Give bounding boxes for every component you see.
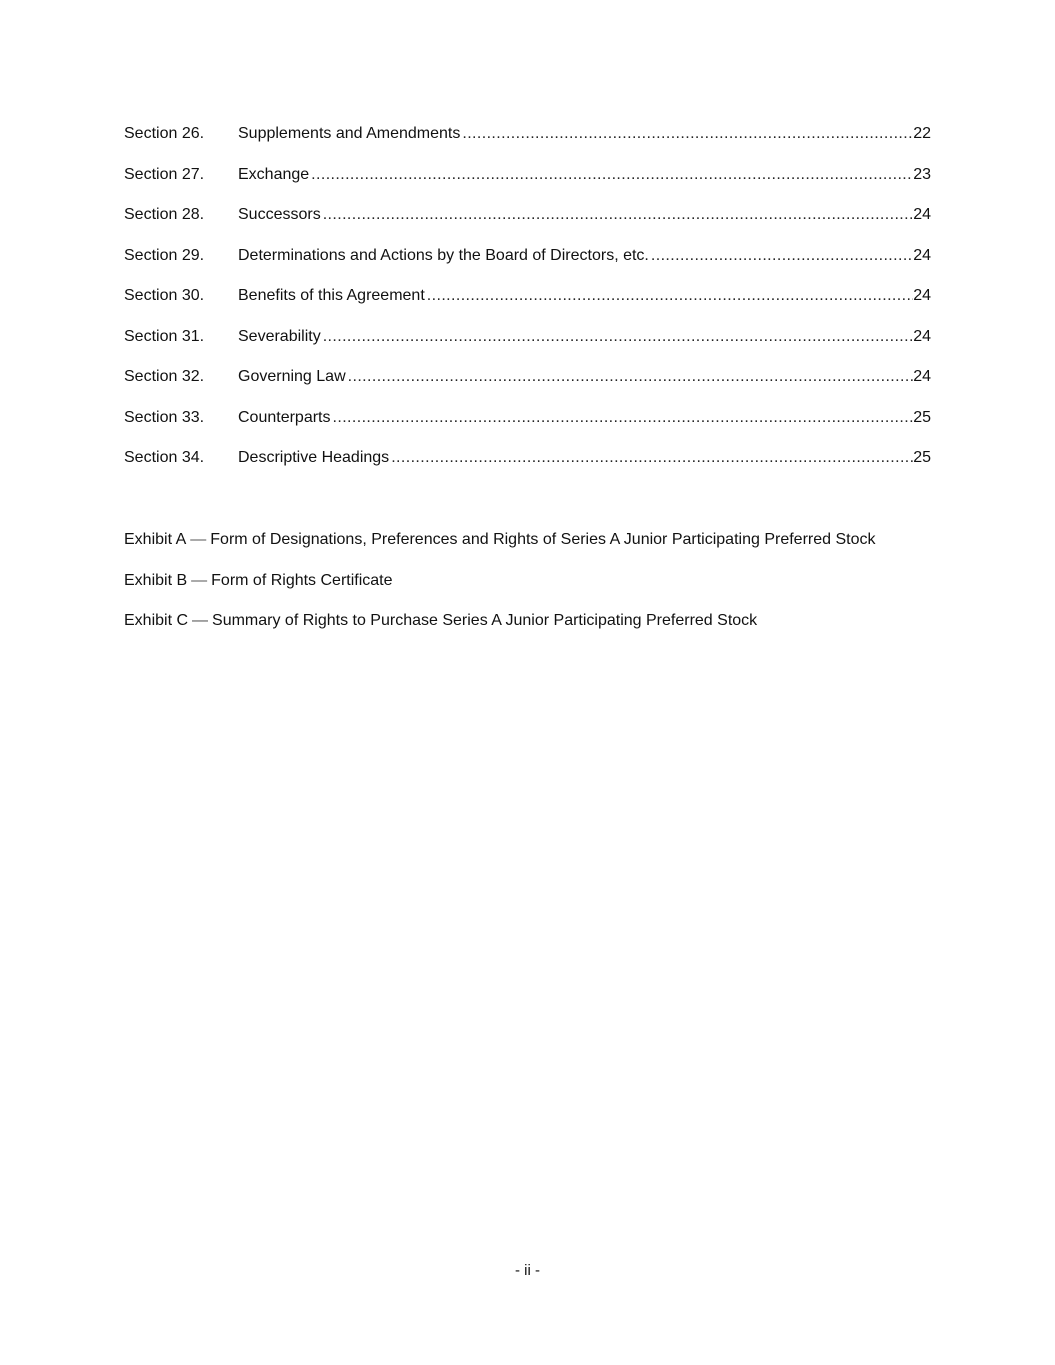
table-of-contents xyxy=(124,121,931,486)
toc-section-number: Section 30. xyxy=(124,287,205,304)
toc-dot-leader xyxy=(651,243,913,269)
exhibit-list xyxy=(124,527,944,649)
toc-section-title: Exchange xyxy=(238,165,310,183)
toc-section-number: Section 33. xyxy=(124,408,205,426)
exhibit-label: Exhibit B xyxy=(124,571,188,589)
exhibit-label: Exhibit C xyxy=(124,612,189,629)
toc-section-number: Section 28. xyxy=(124,206,205,223)
toc-section-title: Governing Law xyxy=(238,368,346,385)
toc-dot-leader xyxy=(348,364,914,390)
toc-section-number: Section 26. xyxy=(124,125,205,142)
exhibit-label: Exhibit A xyxy=(124,531,187,548)
toc-dot-leader xyxy=(427,283,913,309)
exhibit-dash: — xyxy=(192,612,209,629)
exhibit-entry xyxy=(124,568,944,609)
exhibit-description: Form of Designations, Preferences and Rights of Series A Junior Participating Preferred Stock xyxy=(210,531,876,548)
exhibit-dash: — xyxy=(191,571,208,589)
toc-dot-leader xyxy=(323,202,914,228)
toc-entry xyxy=(124,283,931,324)
toc-section-number: Section 29. xyxy=(124,246,205,264)
exhibit-description: Summary of Rights to Purchase Series A Junior Participating Preferred Stock xyxy=(212,612,758,629)
toc-section-number: Section 34. xyxy=(124,449,205,466)
toc-dot-leader xyxy=(311,162,913,188)
toc-section-number: Section 32. xyxy=(124,368,205,385)
exhibit-description: Form of Rights Certificate xyxy=(211,571,393,589)
toc-page-number: 25 xyxy=(913,449,931,466)
exhibit-dash: — xyxy=(190,531,207,548)
toc-entry xyxy=(124,202,931,243)
toc-section-title: Supplements and Amendments xyxy=(238,125,461,142)
toc-page-number: 23 xyxy=(913,165,931,183)
toc-page-number: 24 xyxy=(913,206,931,223)
toc-section-number: Section 31. xyxy=(124,327,205,345)
toc-entry xyxy=(124,445,931,486)
toc-page-number: 24 xyxy=(913,287,931,304)
toc-section-title: Benefits of this Agreement xyxy=(238,287,425,304)
toc-section-title: Severability xyxy=(238,327,321,345)
toc-section-title: Successors xyxy=(238,206,321,223)
page-number-footer: - ii - xyxy=(515,1262,540,1279)
toc-entry xyxy=(124,162,931,203)
toc-entry xyxy=(124,243,931,284)
toc-entry xyxy=(124,405,931,446)
exhibit-entry xyxy=(124,608,944,649)
toc-section-number: Section 27. xyxy=(124,165,205,183)
exhibit-entry xyxy=(124,527,944,568)
toc-section-title: Determinations and Actions by the Board of Directors, etc. xyxy=(238,246,649,264)
toc-section-title: Descriptive Headings xyxy=(238,449,390,466)
toc-dot-leader xyxy=(323,324,914,350)
toc-dot-leader xyxy=(462,121,913,147)
toc-dot-leader xyxy=(333,405,914,431)
toc-entry xyxy=(124,364,931,405)
toc-page-number: 22 xyxy=(913,125,931,142)
toc-page-number: 24 xyxy=(913,327,931,345)
toc-page-number: 25 xyxy=(913,408,931,426)
toc-section-title: Counterparts xyxy=(238,408,331,426)
toc-entry xyxy=(124,324,931,365)
toc-entry xyxy=(124,121,931,162)
toc-dot-leader xyxy=(391,445,913,471)
toc-page-number: 24 xyxy=(913,246,931,264)
toc-page-number: 24 xyxy=(913,368,931,385)
